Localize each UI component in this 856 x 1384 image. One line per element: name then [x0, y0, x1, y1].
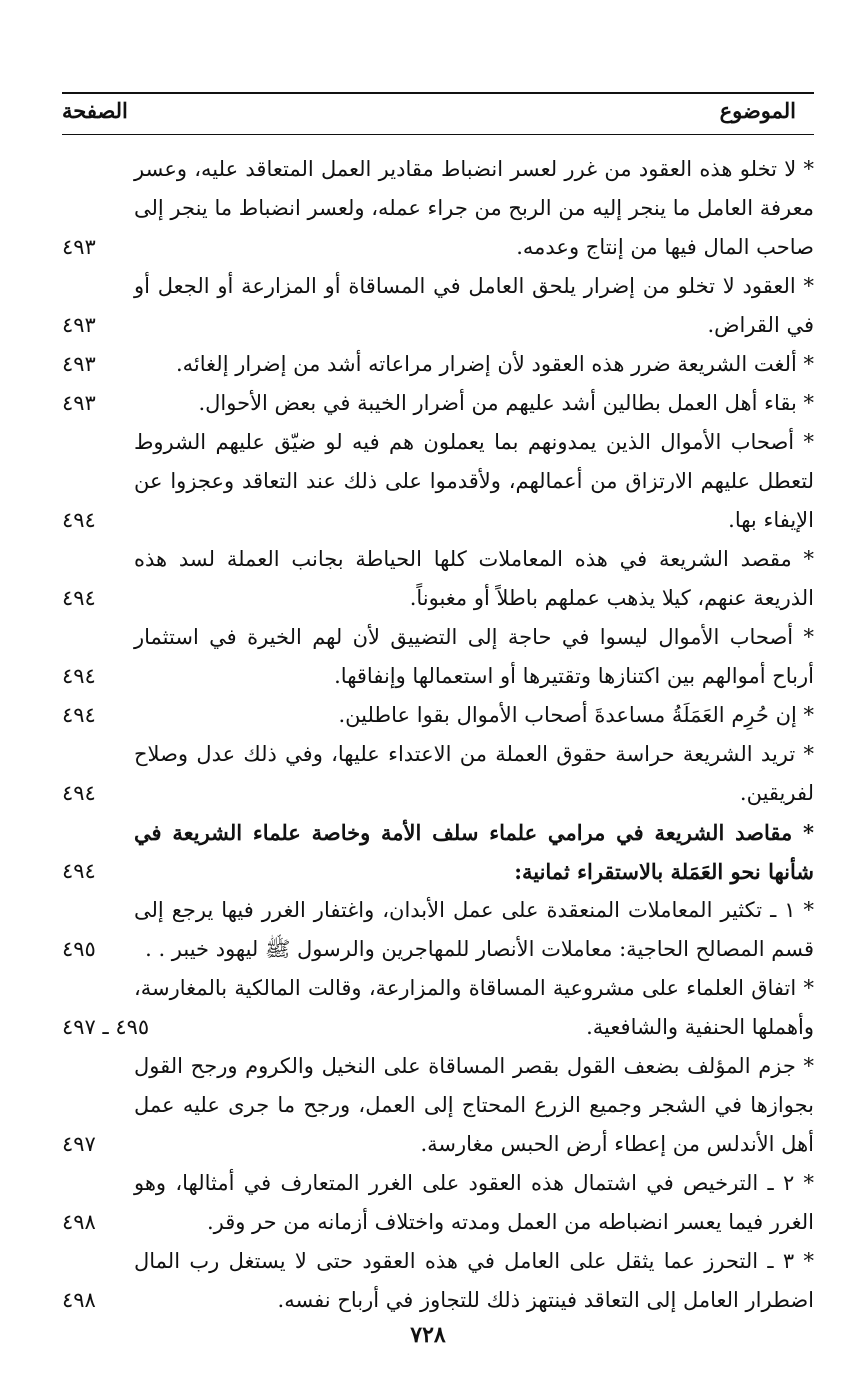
entry-page-number: ٤٩٣ [62, 313, 96, 337]
entry-page-number: ٤٩٤ [62, 859, 96, 883]
index-entry [62, 267, 814, 345]
index-entries [62, 150, 814, 1320]
entry-page-number: ٤٩٤ [62, 508, 96, 532]
index-entry [62, 1047, 814, 1164]
entry-text: * مقصد الشريعة في هذه المعاملات كلها الحياطة بجانب العملة لسد هذه الذريعة عنهم، كيلا يذهب عملهم باطلاً أو مغبوناً. [134, 547, 814, 610]
entry-text: * مقاصد الشريعة في مرامي علماء سلف الأمة وخاصة علماء الشريعة في شأنها نحو العَمَلة بالاستقراء ثمانية: [134, 820, 814, 884]
index-entry [62, 150, 814, 267]
index-entry [62, 969, 814, 1047]
index-entry [62, 618, 814, 696]
entry-page-number: ٤٩٨ [62, 1288, 96, 1312]
entry-text: * أصحاب الأموال ليسوا في حاجة إلى التضييق لأن لهم الخيرة في استثمار أرباح أموالهم بين اكتنازها وتقتيرها أو استعمالها وإنفاقها. [134, 625, 814, 688]
entry-text: * ٢ ـ الترخيص في اشتمال هذه العقود على الغرر المتعارف في أمثالها، وهو الغرر فيما يعسر انضباطه من العمل ومدته واختلاف أزمانه من حر وقر. [134, 1171, 814, 1234]
entry-text: * ١ ـ تكثير المعاملات المنعقدة على عمل الأبدان، واغتفار الغرر فيها يرجع إلى قسم المصالح الحاجية: معاملات الأنصار للمهاجرين والرسول ﷺ ليهود خيبر . . [134, 898, 814, 961]
entry-page-number: ٤٩٤ [62, 664, 96, 688]
entry-page-number: ٤٩٤ [62, 781, 96, 805]
entry-page-number: ٤٩٤ [62, 703, 96, 727]
entry-text: * العقود لا تخلو من إضرار يلحق العامل في المساقاة أو المزارعة أو الجعل أو في القراض. [134, 274, 814, 337]
index-entry [62, 345, 814, 384]
header-top-rule [62, 92, 814, 94]
index-entry [62, 1242, 814, 1320]
entry-page-number: ٤٩٣ [62, 235, 96, 259]
entry-text: * ألغت الشريعة ضرر هذه العقود لأن إضرار مراعاته أشد من إضرار إلغائه. [175, 352, 814, 376]
index-entry [62, 735, 814, 813]
entry-page-number: ٤٩٥ [62, 937, 96, 961]
index-entry [62, 423, 814, 540]
entry-text: * بقاء أهل العمل بطالين أشد عليهم من أضرار الخيبة في بعض الأحوال. [198, 391, 814, 415]
index-entry [62, 1164, 814, 1242]
index-entry [62, 813, 814, 891]
entry-text: * أصحاب الأموال الذين يمدونهم بما يعملون هم فيه لو ضيّق عليهم الشروط لتعطل عليهم الارتزاق من أعمالهم، ولأقدموا على ذلك عند التعاقد وعجزوا عن الإيفاء بها. [134, 430, 814, 532]
entry-text: * لا تخلو هذه العقود من غرر لعسر انضباط مقادير العمل المتعاقد عليه، وعسر معرفة العامل ما ينجر إليه من الربح من جراء عمله، ولعسر انضباط ما ينجر إلى صاحب المال فيها من إنتاج وعدمه. [134, 157, 814, 259]
entry-text: * اتفاق العلماء على مشروعية المساقاة والمزارعة، وقالت المالكية بالمغارسة، وأهملها الحنفية والشافعية. [134, 976, 814, 1039]
entry-page-number: ٤٩٣ [62, 391, 96, 415]
index-entry [62, 540, 814, 618]
entry-text: * ٣ ـ التحرز عما يثقل على العامل في هذه العقود حتى لا يستغل رب المال اضطرار العامل إلى التعاقد فينتهز ذلك للتجاوز في أرباح نفسه. [134, 1249, 814, 1312]
index-entry [62, 696, 814, 735]
index-entry [62, 384, 814, 423]
entry-text: * جزم المؤلف بضعف القول بقصر المساقاة على النخيل والكروم ورجح القول بجوازها في الشجر وجميع الزرع المحتاج إلى العمل، ورجح ما جرى عليه عمل أهل الأندلس من إعطاء أرض الحبس مغارسة. [134, 1054, 814, 1156]
entry-text: * تريد الشريعة حراسة حقوق العملة من الاعتداء عليها، وفي ذلك عدل وصلاح لفريقين. [134, 742, 814, 805]
entry-page-number: ٤٩٣ [62, 352, 96, 376]
header-bottom-rule [62, 134, 814, 135]
page-number: ٧٢٨ [410, 1322, 446, 1348]
entry-page-number: ٤٩٤ [62, 586, 96, 610]
entry-page-number: ٤٩٥ ـ ٤٩٧ [62, 1015, 150, 1039]
page-column-header: الصفحة [62, 98, 128, 123]
entry-page-number: ٤٩٧ [62, 1132, 96, 1156]
topic-column-header: الموضوع [719, 98, 796, 123]
index-entry [62, 891, 814, 969]
entry-page-number: ٤٩٨ [62, 1210, 96, 1234]
entry-text: * إن حُرِم العَمَلَةُ مساعدةَ أصحاب الأموال بقوا عاطلين. [338, 703, 814, 727]
